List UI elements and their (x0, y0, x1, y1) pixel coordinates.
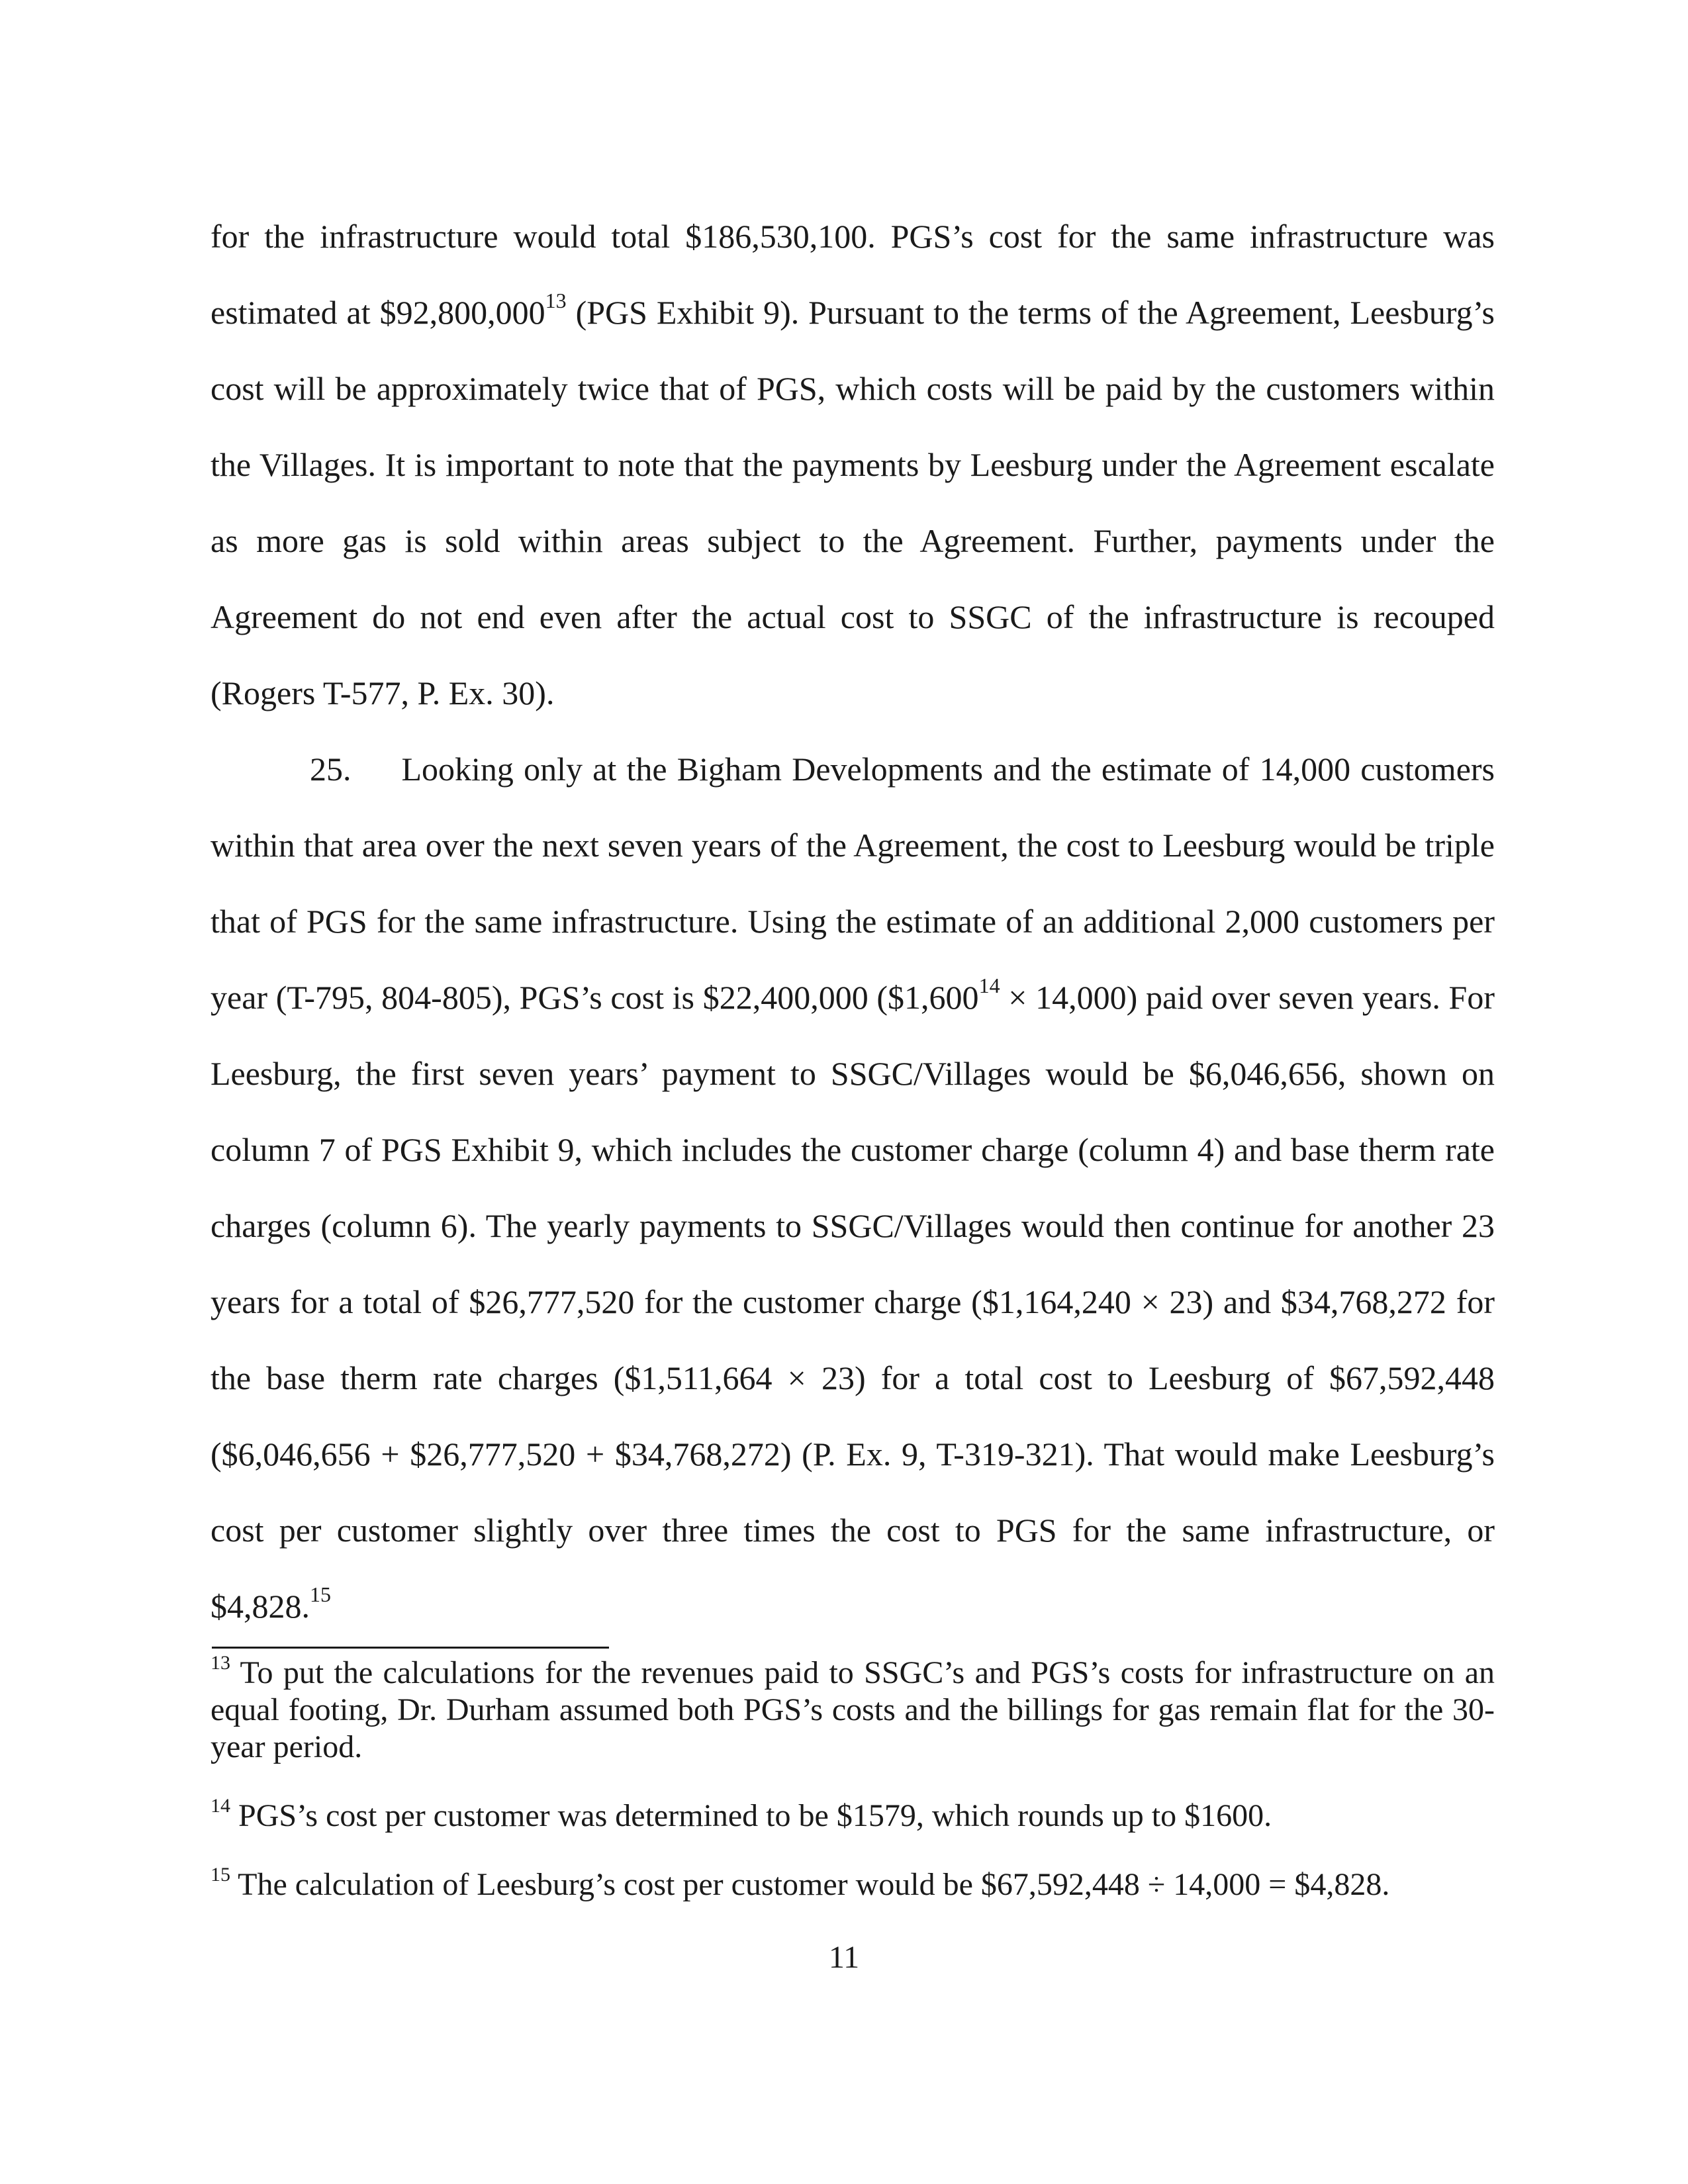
footnote-reference-15[interactable]: 15 (310, 1582, 331, 1607)
footnote-text: The calculation of Leesburg’s cost per customer would be $67,592,448 ÷ 14,000 = $4,828. (230, 1867, 1390, 1902)
footnote-text: PGS’s cost per customer was determined to be $1579, which rounds up to $1600. (230, 1798, 1272, 1833)
page-number: 11 (828, 1940, 860, 1975)
paragraph-text: Looking only at the Bigham Developments and the estimate of 14,000 customers within that area over the next seven years of the Agreement, the cost to Leesburg would be triple that of PGS for the same infrastructure. Using the estimate of an additional 2,000 customers per year (T-795, 804-805), PGS’s cost is $22,400,000 ($1,600 (211, 751, 1495, 1016)
footnote-separator (212, 1647, 609, 1649)
paragraph-text: for the infrastructure would total $186,530,100. PGS’s cost for the same infrastructure was estimated at $92,800,000 (211, 218, 1495, 331)
paragraph-text: × 14,000) paid over seven years. For Leesburg, the first seven years’ payment to SSGC/Villages would be $6,046,656, shown on column 7 of PGS Exhibit 9, which includes the customer charge (column 4) and base therm rate charges (column 6). The yearly payments to SSGC/Villages would then continue for another 23 years for a total of $26,777,520 for the customer charge ($1,164,240 × 23) and $34,768,272 for the base therm rate charges ($1,511,664 × 23) for a total cost to Leesburg of $67,592,448 ($6,046,656 + $26,777,520 + $34,768,272) (P. Ex. 9, T-319-321). That would make Leesburg’s cost per customer slightly over three times the cost to PGS for the same infrastructure, or $4,828. (211, 979, 1495, 1625)
footnote-marker: 13 (211, 1652, 230, 1674)
footnote-reference-13[interactable]: 13 (545, 289, 567, 313)
footnote-marker: 15 (211, 1864, 230, 1886)
paragraph-continued (211, 199, 1495, 731)
footnote-reference-14[interactable]: 14 (978, 974, 1000, 998)
paragraph-number: 25. (310, 751, 352, 788)
footnote-marker: 14 (211, 1795, 230, 1817)
body-text (211, 199, 1495, 1645)
footnote-14 (211, 1797, 1495, 1835)
footnote-text: To put the calculations for the revenues paid to SSGC’s and PGS’s costs for infrastructure on an equal footing, Dr. Durham assumed both PGS’s costs and the billings for gas remain flat for the 30-year period. (211, 1655, 1495, 1764)
paragraph-25 (211, 731, 1495, 1645)
footnotes (211, 1652, 1495, 1935)
footnote-13 (211, 1652, 1495, 1766)
paragraph-text: (PGS Exhibit 9). Pursuant to the terms of the Agreement, Leesburg’s cost will be approximately twice that of PGS, which costs will be paid by the customers within the Villages. It is important to note that the payments by Leesburg under the Agreement escalate as more gas is sold within areas subject to the Agreement. Further, payments under the Agreement do not end even after the actual cost to SSGC of the infrastructure is recouped (Rogers T-577, P. Ex. 30). (211, 294, 1495, 711)
footnote-15 (211, 1866, 1495, 1903)
